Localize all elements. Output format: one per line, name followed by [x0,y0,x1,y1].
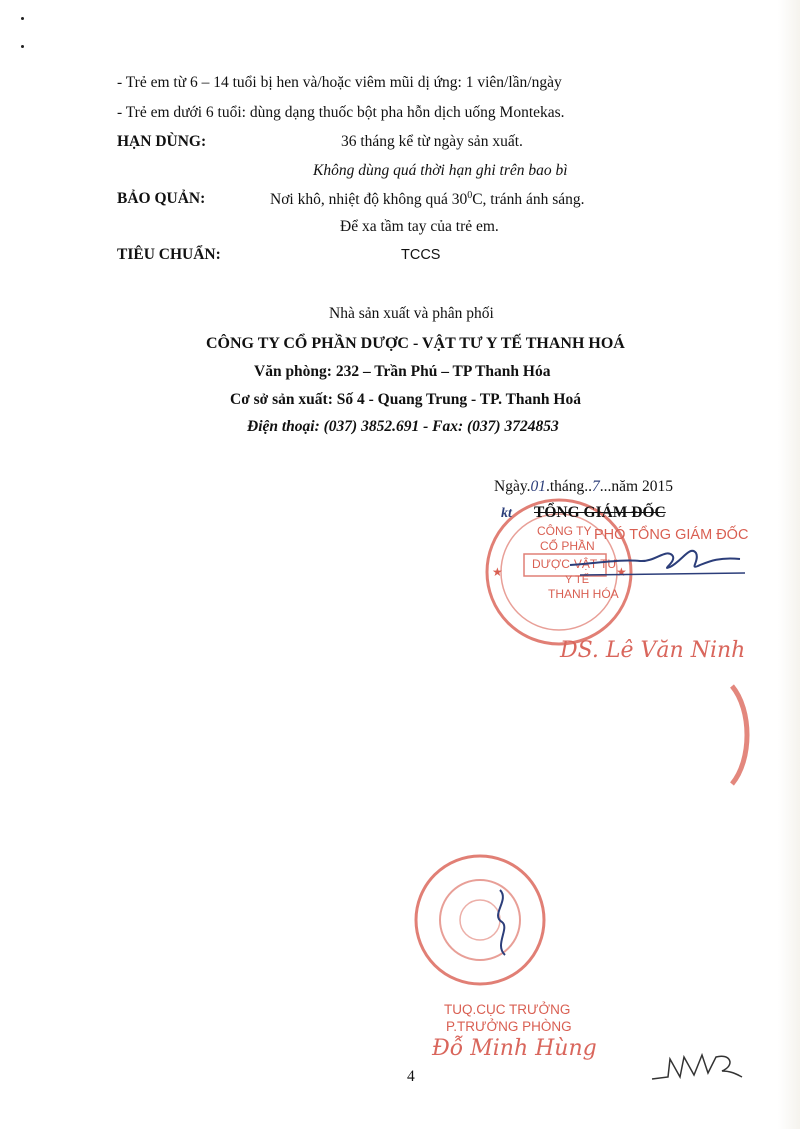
page-edge-shadow [778,0,800,1129]
partial-stamp-edge [728,680,758,790]
manufacturer-phone: Điện thoại: (037) 3852.691 - Fax: (037) 3724853 [247,418,559,435]
manufacturer-office: Văn phòng: 232 – Trần Phú – TP Thanh Hóa [254,363,551,380]
storage-value-end: C, tránh ánh sáng. [472,191,585,209]
manufacturer-intro: Nhà sản xuất và phân phối [329,305,494,322]
stamp-line-2: CỔ PHẦN [540,539,595,553]
authority-line-1: TUQ.CỤC TRƯỞNG [444,1002,571,1017]
authority-stamp-inner-ring [440,880,520,960]
storage-value-superscript: 0 [467,190,473,201]
authority-stamp-emblem [460,900,500,940]
stamp-line-5: THANH HÓA [548,587,619,601]
authority-line-2: P.TRƯỞNG PHÒNG [446,1019,572,1034]
margin-dot [21,45,24,48]
company-stamp-star-icon: ★ [492,565,503,579]
date-month: 7 [592,478,600,495]
shelf-life-value: 36 tháng kể từ ngày sản xuất. [341,133,523,150]
authority-stamp-outer-ring [416,856,544,984]
authority-stamp [410,850,550,990]
storage-note: Để xa tầm tay của trẻ em. [340,218,499,235]
stamp-line-3: DƯỢC-VẬT TƯ [532,557,618,571]
initials-scribble-icon [650,1045,745,1085]
storage-value-main: Nơi khô, nhiệt độ không quá 30 [270,191,468,209]
dosage-line-2: - Trẻ em dưới 6 tuổi: dùng dạng thuốc bột pha hỗn dịch uống Montekas. [117,104,565,121]
standard-label: TIÊU CHUẨN: [117,246,221,263]
date-day: 01 [530,478,546,495]
stamp-line-1: CÔNG TY [537,524,592,538]
title-deputy-director: PHÓ TỔNG GIÁM ĐỐC [594,527,749,543]
manufacturer-company: CÔNG TY CỔ PHẦN DƯỢC - VẬT TƯ Y TẾ THANH HOÁ [206,335,625,352]
date-year: ...năm 2015 [599,478,673,495]
date-prefix: Ngày. [494,478,531,495]
standard-value: TCCS [401,247,441,263]
kt-mark: kt [501,506,512,521]
stamp-line-4: Y TẾ [565,574,590,586]
storage-label: BẢO QUẢN: [117,190,206,207]
shelf-life-label: HẠN DÙNG: [117,133,207,150]
title-general-director: TỔNG GIÁM ĐỐC [534,504,666,521]
margin-dot [21,17,24,20]
director-name: DS. Lê Văn Ninh [560,638,746,663]
authority-signer-name: Đỗ Minh Hùng [432,1036,597,1061]
authority-signature-mark [498,890,505,955]
shelf-life-note: Không dùng quá thời hạn ghi trên bao bì [313,162,568,179]
company-stamp-star-icon: ★ [616,565,627,579]
page-number: 4 [407,1068,415,1085]
date-month-label: .tháng.. [545,478,593,495]
storage-value [270,190,585,209]
dosage-line-1: - Trẻ em từ 6 – 14 tuổi bị hen và/hoặc viêm mũi dị ứng: 1 viên/lần/ngày [117,74,562,91]
manufacturer-factory: Cơ sở sản xuất: Số 4 - Quang Trung - TP. Thanh Hoá [230,391,581,408]
director-signature-icon [560,535,750,585]
